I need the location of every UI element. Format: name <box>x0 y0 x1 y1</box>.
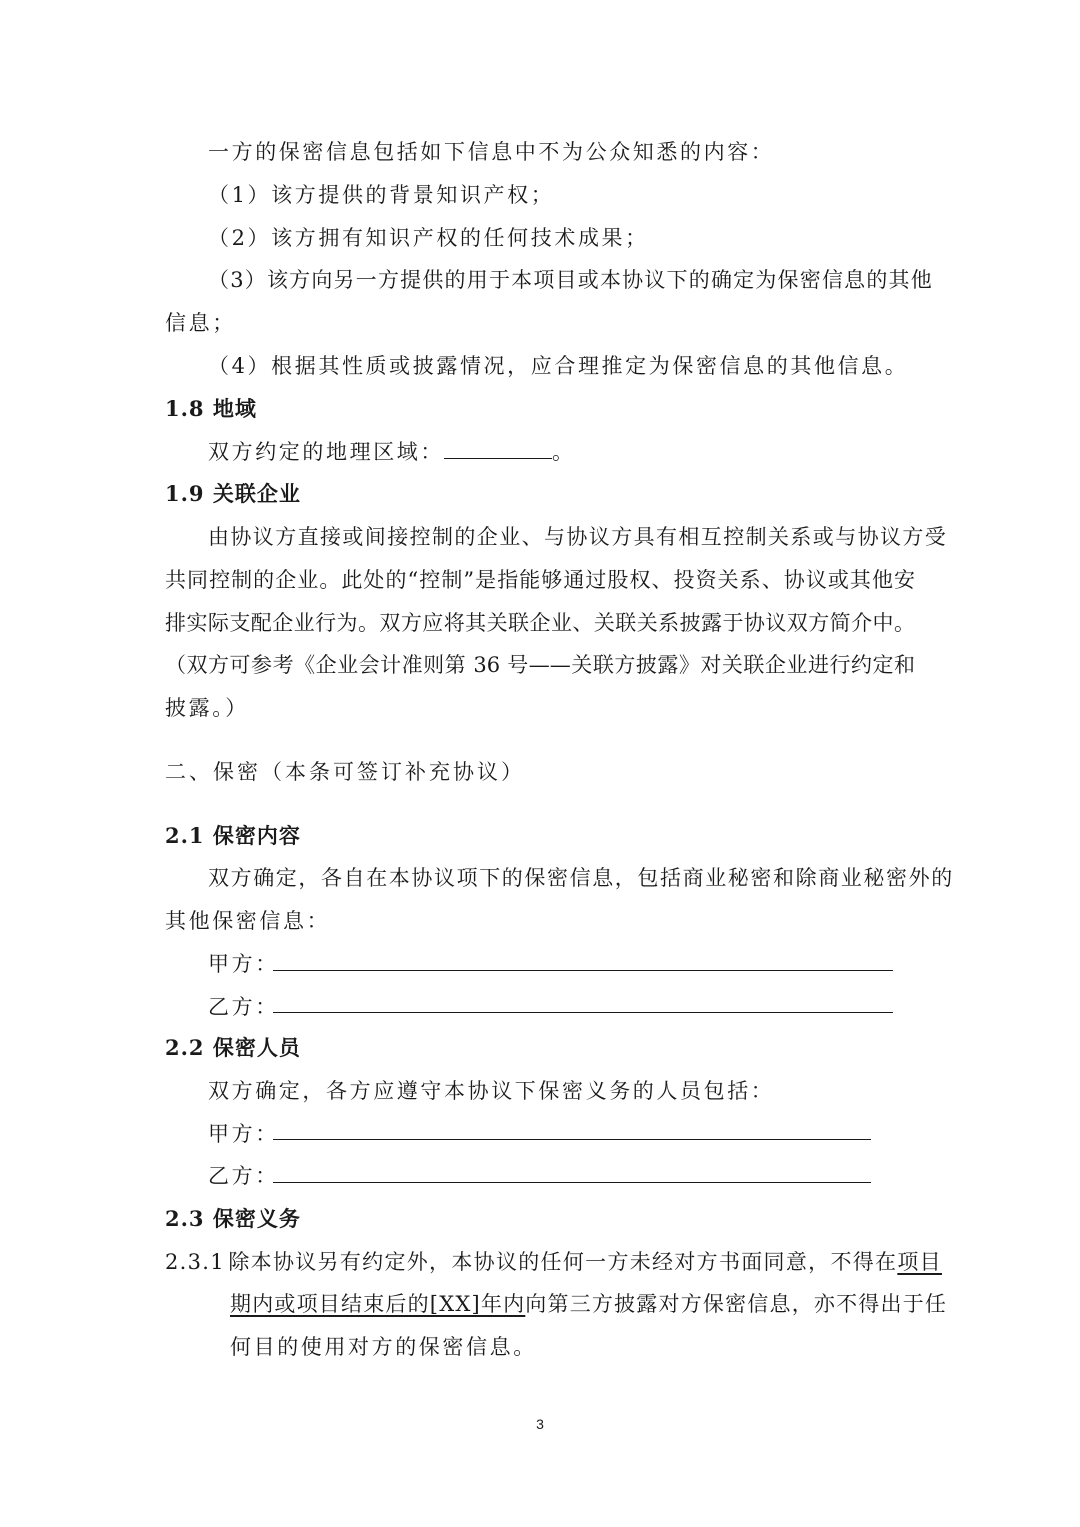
party-b-label-2-1: 乙方： <box>208 995 279 1019</box>
clause-2-3-1-line3: 何目的使用对方的保密信息。 <box>230 1335 537 1359</box>
paragraph-affiliate-line2: 共同控制的企业。此处的“控制”是指能够通过股权、投资关系、协议或其他安 <box>165 568 915 592</box>
list-item-3-line2: 信息； <box>165 311 236 335</box>
party-b-fill-line-2-1[interactable] <box>273 1012 893 1013</box>
region-blank <box>444 457 552 459</box>
clause-underlined-part2: 期内或项目结束后的[XX]年内 <box>230 1292 526 1316</box>
heading-2-1: 2.1 保密内容 <box>165 823 301 848</box>
heading-1-9: 1.9 关联企业 <box>165 481 301 506</box>
clause-text-part1: 除本协议另有约定外，本协议的任何一方未经对方书面同意，不得在 <box>228 1250 898 1274</box>
paragraph-affiliate-line4: （双方可参考《企业会计准则第 36 号——关联方披露》对关联企业进行约定和 <box>165 653 915 677</box>
paragraph-2-1-line2: 其他保密信息： <box>165 909 331 933</box>
clause-number: 2.3.1 <box>165 1250 225 1274</box>
party-b-fill-line-2-2[interactable] <box>273 1182 871 1183</box>
paragraph-affiliate-line5: 披露。） <box>165 696 249 720</box>
heading-1-8: 1.8 地域 <box>165 396 257 421</box>
paragraph-region <box>208 438 576 466</box>
paragraph-affiliate-line3: 排实际支配企业行为。双方应将其关联企业、关联关系披露于协议双方简介中。 <box>165 611 915 635</box>
paragraph-confidential-intro: 一方的保密信息包括如下信息中不为公众知悉的内容： <box>208 140 775 164</box>
section-2-title: 二、保密（本条可签订补充协议） <box>165 760 525 784</box>
clause-2-3-1-line1 <box>165 1248 942 1276</box>
region-label: 双方约定的地理区域： <box>208 440 444 464</box>
list-item-2: （2）该方拥有知识产权的任何技术成果； <box>208 226 649 250</box>
heading-2-3: 2.3 保密义务 <box>165 1206 301 1231</box>
party-a-label-2-2: 甲方： <box>208 1122 279 1146</box>
list-item-4: （4）根据其性质或披露情况，应合理推定为保密信息的其他信息。 <box>208 354 909 378</box>
paragraph-2-1-line1: 双方确定，各自在本协议项下的保密信息，包括商业秘密和除商业秘密外的 <box>208 866 954 890</box>
region-end: 。 <box>552 440 576 464</box>
clause-text-part2: 向第三方披露对方保密信息，亦不得出于任 <box>525 1292 948 1316</box>
list-item-3-line1: （3）该方向另一方提供的用于本项目或本协议下的确定为保密信息的其他 <box>208 268 933 292</box>
clause-2-3-1-line2 <box>230 1290 947 1318</box>
page-number: 3 <box>536 1416 544 1432</box>
party-a-fill-line-2-1[interactable] <box>273 970 893 971</box>
paragraph-2-2: 双方确定，各方应遵守本协议下保密义务的人员包括： <box>208 1079 775 1103</box>
party-a-fill-line-2-2[interactable] <box>273 1139 871 1140</box>
party-a-label-2-1: 甲方： <box>208 952 279 976</box>
heading-2-2: 2.2 保密人员 <box>165 1035 301 1060</box>
party-b-label-2-2: 乙方： <box>208 1164 279 1188</box>
list-item-1: （1）该方提供的背景知识产权； <box>208 183 555 207</box>
paragraph-affiliate-line1: 由协议方直接或间接控制的企业、与协议方具有相互控制关系或与协议方受 <box>208 525 948 549</box>
clause-underlined-part1: 项目 <box>897 1250 942 1274</box>
